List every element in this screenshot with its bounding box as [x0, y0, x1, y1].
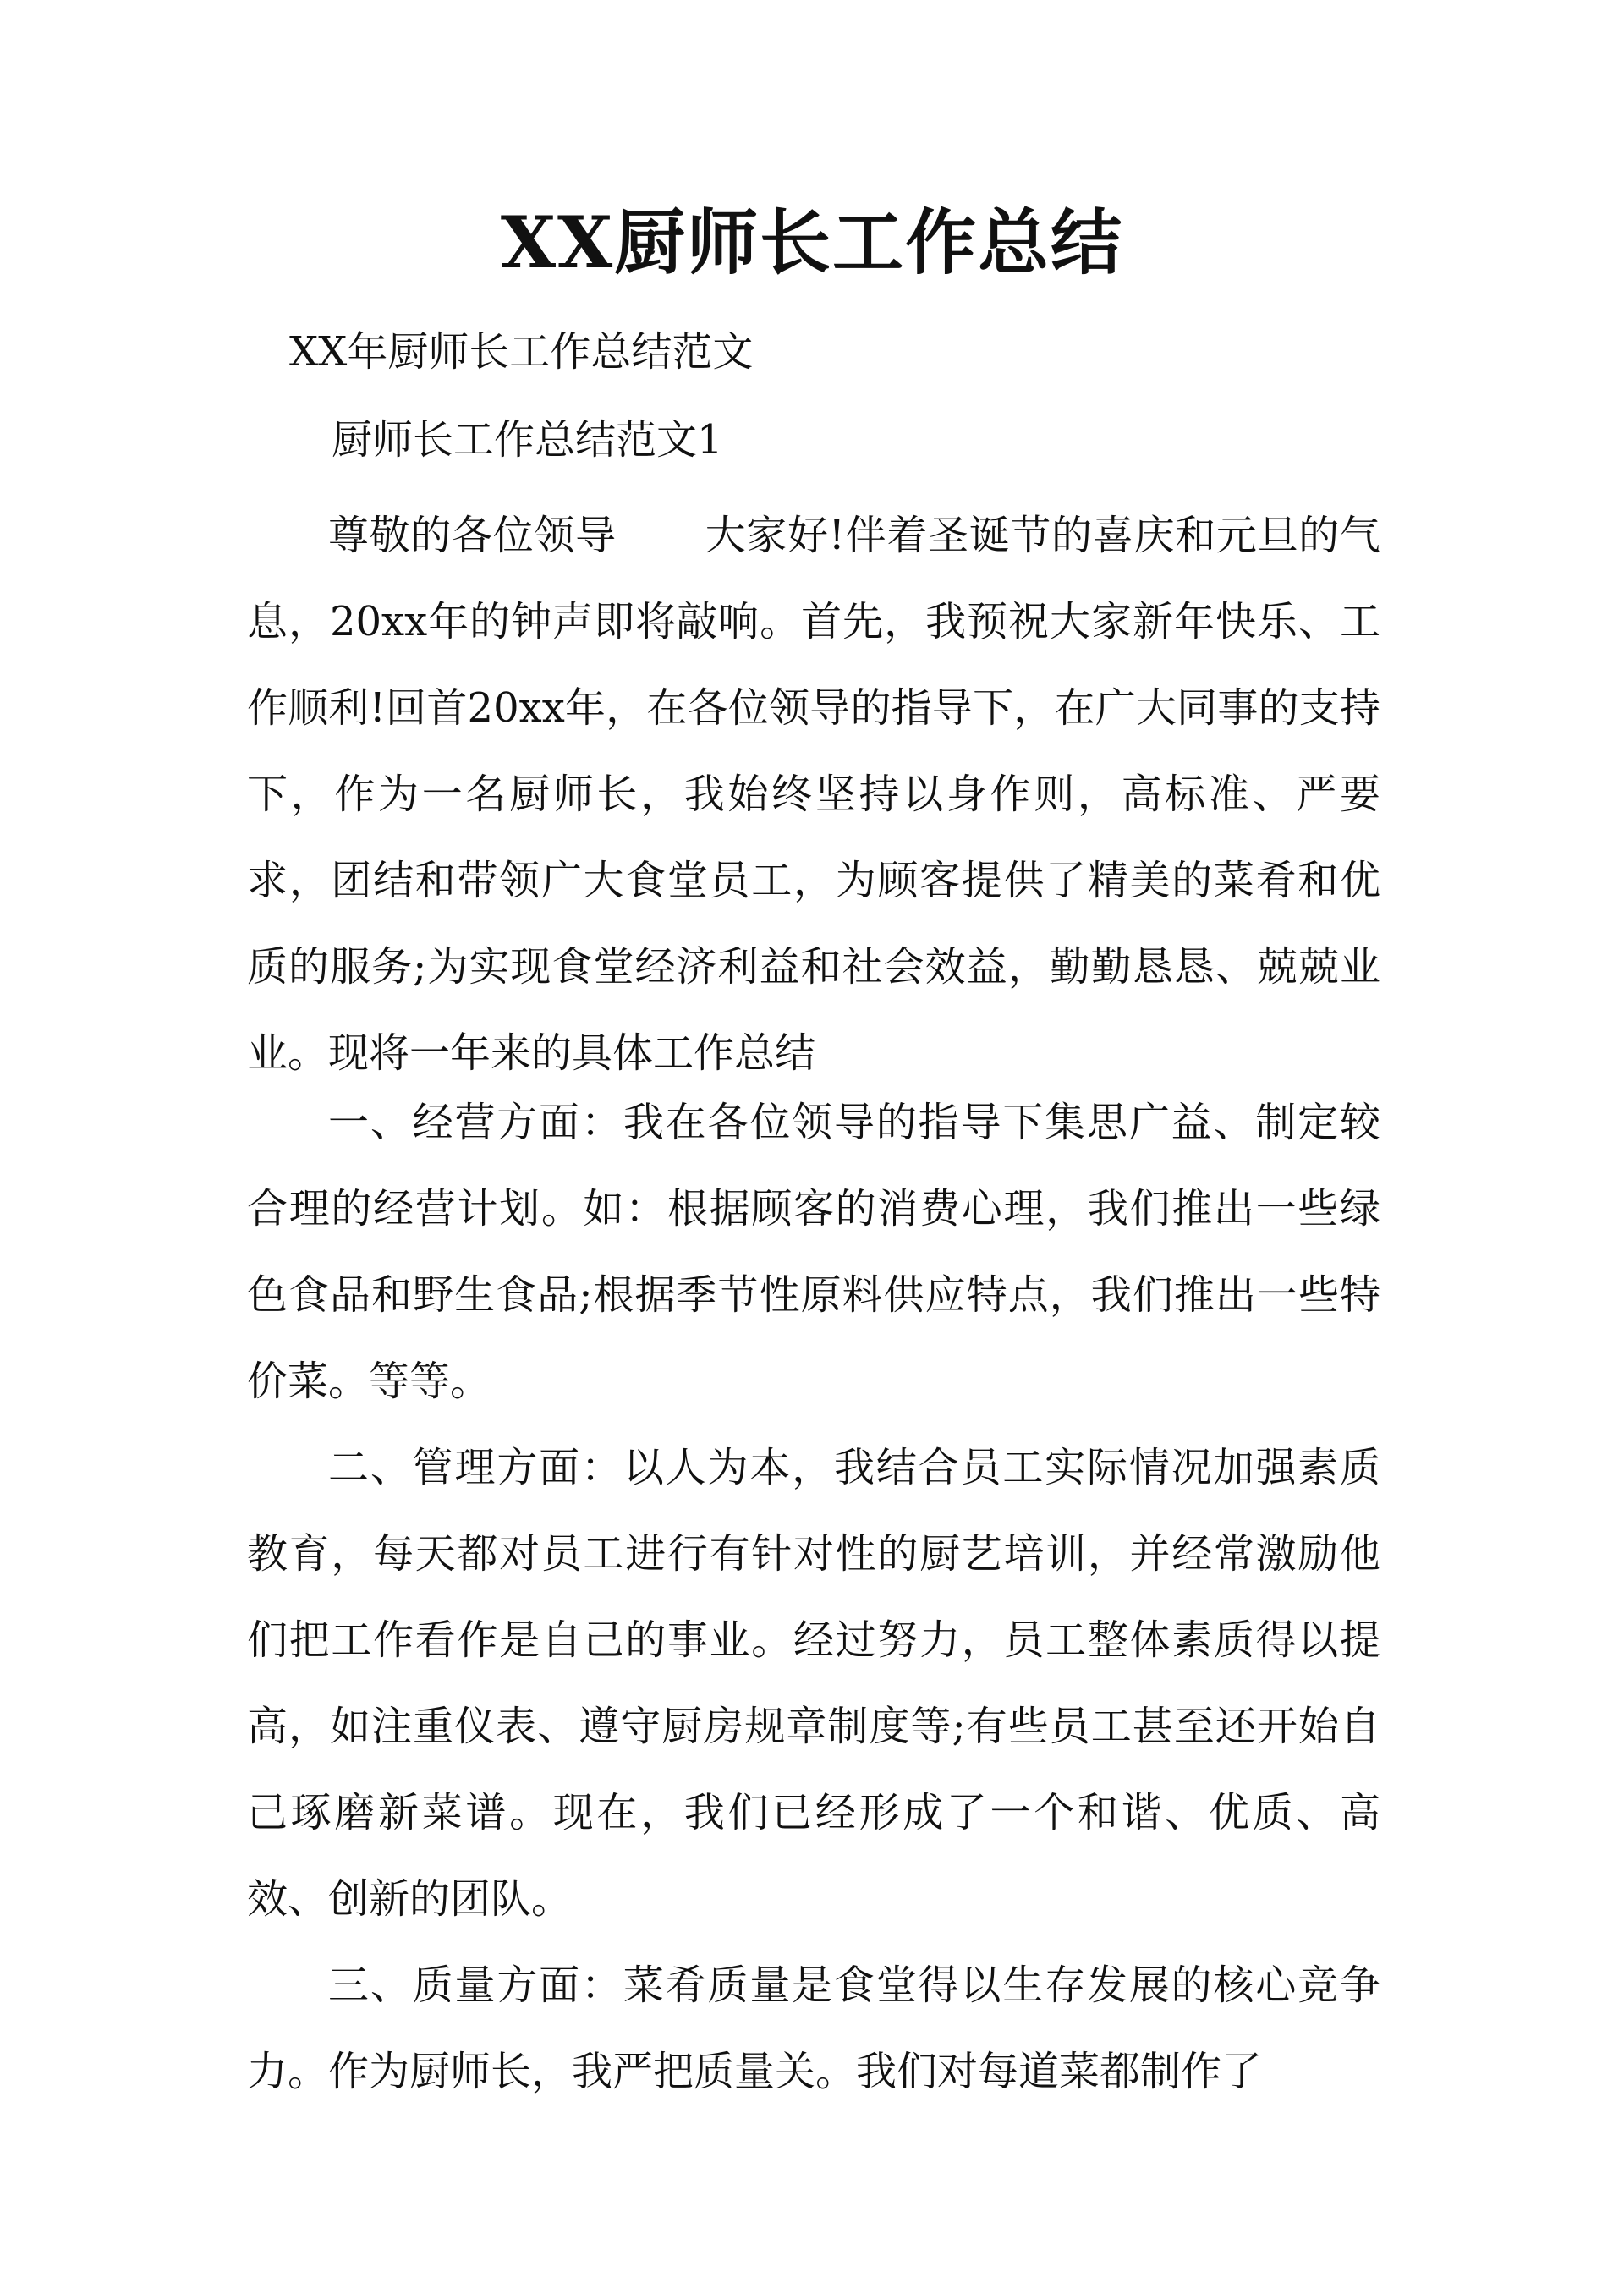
- paragraph-intro: [247, 492, 1380, 1096]
- paragraph-business: 一、经营方面：我在各位领导的指导下集思广益、制定较合理的经营计划。如：根据顾客的消费心理，我们推出一些绿色食品和野生食品;根据季节性原料供应特点，我们推出一些特价菜。等等。: [247, 1099, 1380, 1405]
- section-title: 厨师长工作总结范文1: [332, 416, 723, 464]
- document-title: XX厨师长工作总结: [500, 200, 1124, 284]
- intro-text: 大家好!伴着圣诞节的喜庆和元旦的气息，20xx年的钟声即将敲响。首先，我预祝大家新年快乐、工作顺利!回首20xx年，在各位领导的指导下，在广大同事的支持下，作为一名厨师长，我始终坚持以身作则，高标准、严要求，团结和带领广大食堂员工，为顾客提供了精美的菜肴和优质的服务;为实现食堂经济利益和社会效益，勤勤恳恳、兢兢业业。现将一年来的具体工作总结: [247, 512, 1380, 1077]
- document-subtitle: XX年厨师长工作总结范文: [289, 328, 754, 376]
- salutation-text: 尊敬的各位领导: [328, 512, 617, 559]
- paragraph-quality: 三、质量方面：菜肴质量是食堂得以生存发展的核心竞争力。作为厨师长，我严把质量关。我们对每道菜都制作了: [247, 1962, 1380, 2095]
- paragraph-management: 二、管理方面：以人为本，我结合员工实际情况加强素质教育，每天都对员工进行有针对性的厨艺培训，并经常激励他们把工作看作是自己的事业。经过努力，员工整体素质得以提高，如注重仪表、遵守厨房规章制度等;有些员工甚至还开始自己琢磨新菜谱。现在，我们已经形成了一个和谐、优质、高效、创新的团队。: [247, 1444, 1380, 1923]
